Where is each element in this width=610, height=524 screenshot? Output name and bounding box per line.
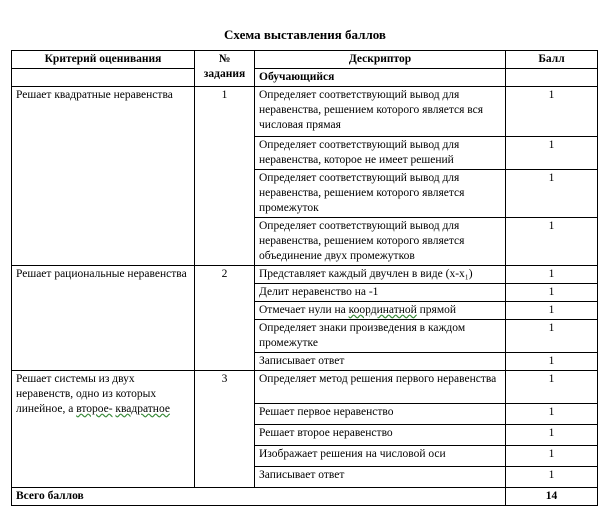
descriptor-cell: Записывает ответ <box>255 353 506 371</box>
total-label: Всего баллов <box>12 488 506 506</box>
criterion-cell: Решает системы из двух неравенств, одно из которых линейное, а второе- квадратное <box>12 371 195 488</box>
header-criterion: Критерий оценивания <box>12 51 195 69</box>
descriptor-cell: Определяет соответствующий вывод для неравенства, которое не имеет решений <box>255 137 506 170</box>
spellcheck-underlined-word: второе- <box>76 403 113 415</box>
criterion-cell: Решает квадратные неравенства <box>12 87 195 266</box>
task-number: 2 <box>195 266 255 371</box>
descriptor-cell: Определяет знаки произведения в каждом промежутке <box>255 320 506 353</box>
descriptor-cell: Представляет каждый двучлен в виде (x-x₁) <box>255 266 506 284</box>
descriptor-cell: Делит неравенство на -1 <box>255 284 506 302</box>
task-number: 3 <box>195 371 255 488</box>
score-cell: 1 <box>506 404 598 425</box>
header-score-blank <box>506 69 598 87</box>
descriptor-cell: Записывает ответ <box>255 467 506 488</box>
score-cell: 1 <box>506 170 598 218</box>
score-cell: 1 <box>506 266 598 284</box>
header-descriptor: Дескриптор <box>255 51 506 69</box>
descriptor-cell: Решает второе неравенство <box>255 425 506 446</box>
descriptor-cell: Изображает решения на числовой оси <box>255 446 506 467</box>
score-cell: 1 <box>506 320 598 353</box>
header-score: Балл <box>506 51 598 69</box>
score-cell: 1 <box>506 87 598 137</box>
page-title: Схема выставления баллов <box>224 27 386 42</box>
descriptor-cell: Определяет соответствующий вывод для неравенства, решением которого является вся числовая прямая <box>255 87 506 137</box>
descriptor-cell: Решает первое неравенство <box>255 404 506 425</box>
descriptor-cell: Отмечает нули на координатной прямой <box>255 302 506 320</box>
score-cell: 1 <box>506 446 598 467</box>
header-criterion-blank <box>12 69 195 87</box>
total-score: 14 <box>506 488 598 506</box>
spellcheck-underlined-word: квадратное <box>115 403 170 415</box>
header-descriptor-sub: Обучающийся <box>255 69 506 87</box>
score-cell: 1 <box>506 137 598 170</box>
score-cell: 1 <box>506 467 598 488</box>
header-task-no: № задания <box>195 51 255 87</box>
task-number: 1 <box>195 87 255 266</box>
score-cell: 1 <box>506 371 598 404</box>
spellcheck-underlined-word: координатной <box>348 304 417 316</box>
score-cell: 1 <box>506 302 598 320</box>
criterion-cell: Решает рациональные неравенства <box>12 266 195 371</box>
score-cell: 1 <box>506 425 598 446</box>
score-cell: 1 <box>506 284 598 302</box>
score-cell: 1 <box>506 218 598 266</box>
score-cell: 1 <box>506 353 598 371</box>
descriptor-cell: Определяет соответствующий вывод для неравенства, решением которого является объединение двух промежутков <box>255 218 506 266</box>
descriptor-cell: Определяет соответствующий вывод для неравенства, решением которого является промежуток <box>255 170 506 218</box>
descriptor-cell: Определяет метод решения первого неравенства <box>255 371 506 404</box>
scoring-table <box>11 50 598 506</box>
